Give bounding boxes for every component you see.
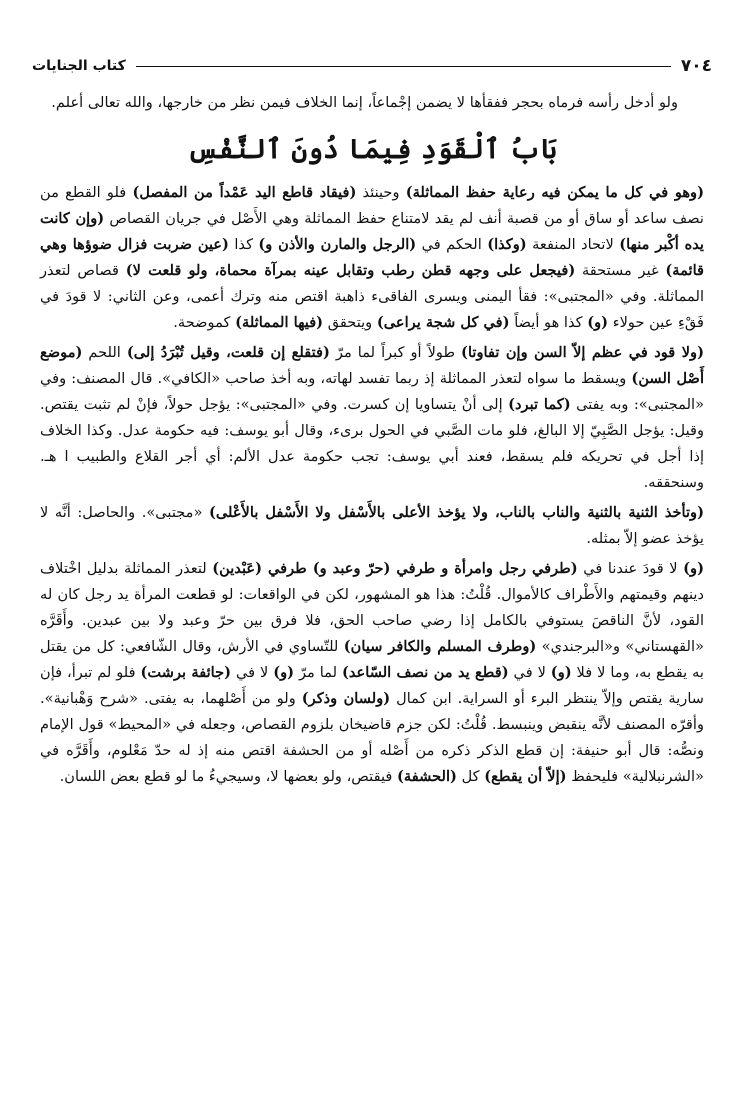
- matn-text: (وكذا): [487, 236, 527, 253]
- matn-text: (و): [587, 314, 609, 331]
- sharh-text: لاتحاد المنفعة: [526, 236, 620, 253]
- sharh-text: ويتحقق: [323, 314, 377, 331]
- sharh-text: إلى أنْ يتساويا إن كسرت. وفي «المجتبى»: يؤجل حولاً، فإنْ لم تثبت يقتص. وقيل: يؤجل الصَّبِيّ إلا البالغ، فلو مات الصَّبي في الحول برىء، وقال أبو يوسف: فيه حكومة عدل. وكذا الخلاف إذا أجل في تحريكه فلم يسقط، فعند أبي يوسف: تجب حكومة عدل الألم: أي أجر القلاع والطبيب ا هـ. وسنحققه.: [40, 396, 704, 491]
- matn-text: (في كل شجة يراعى): [376, 314, 510, 331]
- chapter-title: بَابُ ٱلْقَوَدِ فِيمَا دُونَ ٱلنَّفْسِ: [187, 134, 557, 165]
- matn-text: (فتقلع إن قلعت، وقيل تُبْرَدُ إلى): [126, 344, 330, 361]
- sharh-text: ولو من أَصْلهما، به يفتى. «شرح وَهْبانية». وأقرّه المصنف لأنَّه ينقبض وينبسط. قُلْتُ: لكن جزم قاضيخان بلزوم القصاص، وجعله في «المحيط» قول الإمام ونصُّه: قال أبو حنيفة: إن قطع الذكر ذكره من أَصْله أو من الحشفة اقتص منه إذ له حدّ مَعْلوم، وأَقَرَّه في «الشرنبلالية» فليحفظ: [40, 690, 704, 785]
- sharh-text: قصاص لتعذر المماثلة. وفي «المجتبى»: فقأ اليمنى ويسرى الفاقىء ذاهبة اقتص منه وترك أعمى، وعن الثاني: لا قودَ في فَقْءِ عين حولاء: [40, 262, 704, 331]
- sharh-text: وحينئذ: [356, 184, 406, 201]
- sharh-text: كذا هو أيضاً: [509, 314, 588, 331]
- matn-text: (و): [683, 560, 704, 577]
- sharh-text: لتعذر المماثلة بدليل اخْتلاف دينهم وقيمتهم والأَطْراف كالأموال. قُلْتُ: هذا هو المشهور، لكن في الواقعات: لو قطعت المرأة يد رجل كان له القود، لأنَّ الناقصَ يستوفي بالكامل إذا رضي صاحب الحق، فلا فرق بين حرّ وعبد ولا بين عبدين. وأَقَرَّه «القهستاني» و«البرجندي»: [40, 560, 704, 655]
- matn-text: (فيجعل على وجهه قطن رطب وتقابل عينه بمرآة محماة، ولو قلعت لا): [125, 262, 576, 279]
- matn-text: (الرجل والمارن والأذن و): [258, 236, 417, 253]
- sharh-text: طولاً أو كبراً لما مرّ: [329, 344, 462, 361]
- matn-text: (وطرف المسلم والكافر سيان): [343, 638, 537, 655]
- paragraph-1: [40, 180, 704, 336]
- sharh-text: اللحم: [82, 344, 127, 361]
- matn-text: (قطع يد من نصف السّاعد): [341, 664, 509, 681]
- matn-text: (إلاّ أن يقطع): [484, 768, 567, 785]
- sharh-text: لا قودَ عندنا في: [577, 560, 684, 577]
- matn-text: (فيها المماثلة): [235, 314, 324, 331]
- intro-text: ولو أدخل رأسه فرماه بحجر ففقأها لا يضمن إجْماعاً، إنما الخلاف فيمن نظر من خارجها، والله تعالى أعلم.: [51, 94, 678, 111]
- sharh-text: فيقتص، ولو بعضها لا، وسيجيءُ ما لو قطع بعض اللسان.: [59, 768, 397, 785]
- intro-paragraph: [40, 90, 704, 116]
- matn-text: (موضع أَصْل السن): [40, 344, 704, 387]
- header-rule: [136, 66, 671, 67]
- matn-text: (و): [550, 664, 572, 681]
- sharh-text: لا في: [508, 664, 551, 681]
- sharh-text: ويسقط ما سواه لتعذر المماثلة إذ ربما تفسد لهاته، وبه أخذ صاحب «الكافي». قال المصنف: وفي «المجتبى»: وبه يفتى: [40, 370, 704, 413]
- matn-text: (الحشفة): [397, 768, 457, 785]
- matn-text: (ولا قود في عظم إلاّ السن وإن تفاوتا): [461, 344, 704, 361]
- matn-text: (ولسان وذكر): [301, 690, 391, 707]
- sharh-text: للتّساوي في الأرش، وقال الشّافعي: كل من يقتل به يقطع به، وما لا فلا: [40, 638, 704, 681]
- matn-text: (جائفة برشت): [140, 664, 232, 681]
- sharh-text: غير مستحقة: [575, 262, 666, 279]
- sharh-text: الحكم في: [416, 236, 488, 253]
- matn-text: (و): [273, 664, 295, 681]
- sharh-text: لا في: [231, 664, 274, 681]
- sharh-text: فلو لم تبرأ، فإن سارية يقتص وإلاّ ينتظر البرء أو السراية. ابن كمال: [40, 664, 704, 707]
- matn-text: (عين ضربت فزال ضوؤها وهي قائمة): [40, 236, 704, 279]
- page-body: [40, 90, 704, 790]
- running-header: [32, 52, 712, 80]
- matn-text: (وإن كانت يده أكْبر منها): [40, 210, 704, 253]
- matn-text: (كما تبرد): [508, 396, 571, 413]
- matn-text: (فيقاد قاطع اليد عَمْداً من المفصل): [132, 184, 357, 201]
- book-title: كتاب الجنايات: [32, 58, 126, 74]
- matn-text: (وتأخذ الثنية بالثنية والناب بالناب، ولا يؤخذ الأعلى بالأَسْفل ولا الأَسْفل بالأَعْلى): [208, 504, 704, 521]
- matn-text: (طرفي رجل وامرأة و طرفي (حرّ وعبد و) طرفي (عَبْدين): [212, 560, 578, 577]
- sharh-text: لما مرّ: [294, 664, 342, 681]
- sharh-text: فلو القطع من نصف ساعد أو ساق أو من قصبة أنف لم يقد لامتناع حفظ المماثلة وهي الأَصْل في جريان القصاص: [40, 184, 704, 227]
- matn-text: (وهو في كل ما يمكن فيه رعاية حفظ المماثلة): [405, 184, 705, 201]
- sharh-text: كل: [456, 768, 485, 785]
- sharh-text: كموضحة.: [173, 314, 236, 331]
- sharh-text: «مجتبى». والحاصل: أنَّه لا يؤخذ عضو إلاّ بمثله.: [40, 504, 704, 547]
- paragraph-2: [40, 340, 704, 496]
- page-number: ٧٠٤: [680, 56, 712, 76]
- paragraph-3: [40, 500, 704, 552]
- paragraph-4: [40, 556, 704, 790]
- sharh-text: كذا: [228, 236, 259, 253]
